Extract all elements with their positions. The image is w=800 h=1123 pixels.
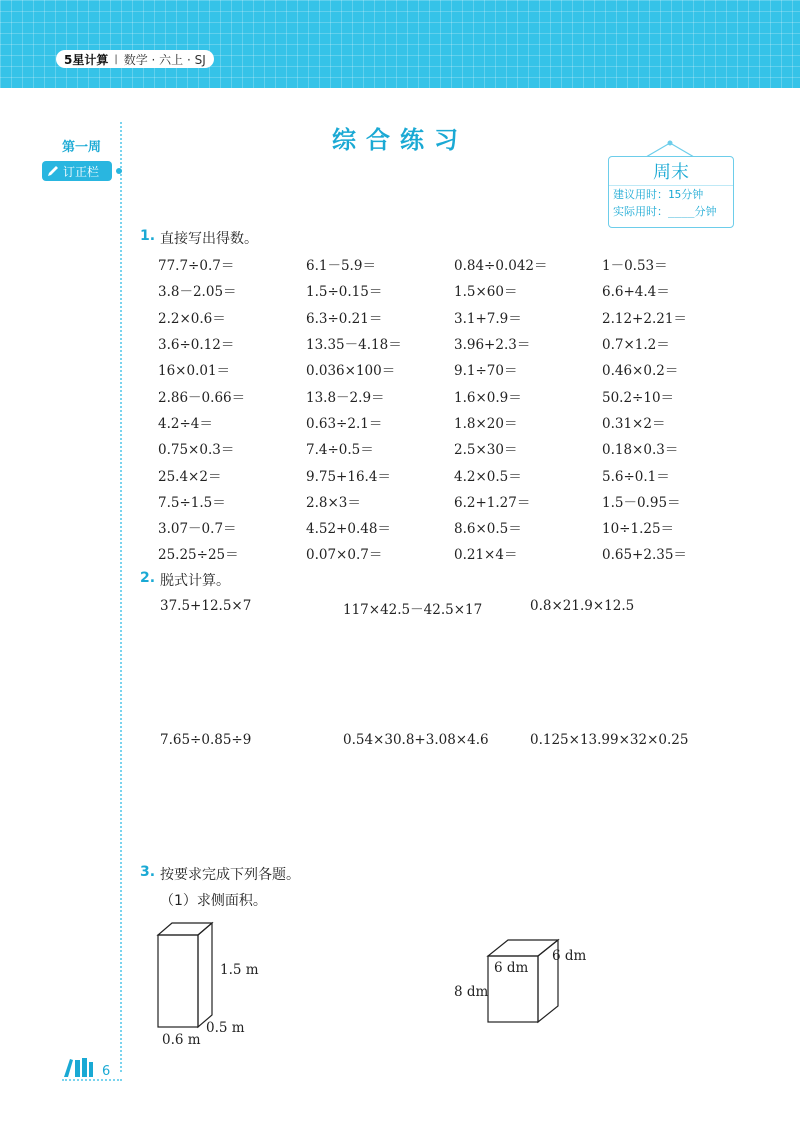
problem-cell: 50.2÷10＝	[602, 389, 675, 406]
prism1-width-label: 0.6 m	[162, 1032, 201, 1048]
q1-prompt: 直接写出得数。	[160, 231, 258, 247]
calc-problem: 7.65÷0.85÷9	[160, 732, 252, 748]
problem-cell: 0.036×100＝	[306, 363, 396, 380]
problem-cell: 0.84÷0.042＝	[454, 258, 548, 275]
problem-cell: 3.8－2.05＝	[158, 284, 237, 301]
time-box-heading: 周末	[609, 157, 733, 186]
table-row	[158, 304, 750, 330]
calc-problem: 0.8×21.9×12.5	[530, 598, 635, 614]
problem-cell: 0.7×1.2＝	[602, 337, 670, 354]
problem-cell: 0.18×0.3＝	[602, 442, 679, 459]
problem-cell: 3.07－0.7＝	[158, 521, 237, 538]
prism1-height-label: 1.5 m	[220, 962, 259, 978]
problem-cell: 6.6+4.4＝	[602, 284, 670, 301]
table-row	[158, 277, 750, 303]
series-name: 5星计算	[64, 52, 109, 67]
table-row	[158, 251, 750, 277]
suggested-time: 建议用时：15分钟	[613, 188, 704, 201]
page-header	[0, 0, 800, 88]
actual-time: 实际用时：____分钟	[613, 205, 717, 218]
prism2-depth-label: 6 dm	[552, 948, 587, 964]
problem-cell: 0.63÷2.1＝	[306, 415, 383, 432]
problem-cell: 3.1+7.9＝	[454, 310, 522, 327]
calc-problem: 117×42.5－42.5×17	[343, 602, 483, 618]
q3-sub1: （1）求侧面积。	[160, 893, 267, 909]
prism2-height-label: 8 dm	[454, 984, 489, 1000]
prism2-width-label: 6 dm	[494, 960, 529, 976]
problem-cell: 4.52+0.48＝	[306, 521, 391, 538]
table-row	[158, 409, 750, 435]
problem-cell: 13.35－4.18＝	[306, 337, 402, 354]
problem-cell: 3.6÷0.12＝	[158, 337, 235, 354]
problem-cell: 0.75×0.3＝	[158, 442, 235, 459]
tag-dot	[116, 168, 122, 174]
table-row	[158, 435, 750, 461]
table-row	[158, 382, 750, 408]
problem-cell: 13.8－2.9＝	[306, 389, 385, 406]
problem-cell: 16×0.01＝	[158, 363, 231, 380]
page-number: 6	[102, 1064, 111, 1079]
page-title: 综合练习	[332, 126, 468, 154]
problem-cell: 1.5×60＝	[454, 284, 518, 301]
q2-prompt: 脱式计算。	[160, 573, 230, 589]
problem-cell: 2.2×0.6＝	[158, 310, 226, 327]
correction-label: 订正栏	[63, 164, 100, 179]
calc-problem: 37.5+12.5×7	[160, 598, 252, 614]
problem-cell: 7.4÷0.5＝	[306, 442, 374, 459]
problem-cell: 0.31×2＝	[602, 415, 666, 432]
q2-number: 2.	[140, 570, 156, 586]
table-row	[158, 461, 750, 487]
pencil-icon	[46, 164, 60, 178]
subject-label: 数学 · 六上 · SJ	[123, 52, 206, 67]
table-row	[158, 330, 750, 356]
problem-cell: 8.6×0.5＝	[454, 521, 522, 538]
q3-number: 3.	[140, 864, 156, 880]
problem-cell: 25.4×2＝	[158, 468, 222, 485]
problem-cell: 77.7÷0.7＝	[158, 258, 235, 275]
problem-cell: 1.5÷0.15＝	[306, 284, 383, 301]
problem-cell: 2.86－0.66＝	[158, 389, 246, 406]
problem-cell: 4.2÷4＝	[158, 415, 213, 432]
footer-divider	[62, 1079, 122, 1081]
problem-cell: 4.2×0.5＝	[454, 468, 522, 485]
problem-cell: 3.96+2.3＝	[454, 337, 531, 354]
problem-cell: 7.5÷1.5＝	[158, 494, 226, 511]
problem-cell: 10÷1.25＝	[602, 521, 675, 538]
table-row	[158, 514, 750, 540]
calc-problem: 0.54×30.8+3.08×4.6	[343, 732, 489, 748]
problem-cell: 1－0.53＝	[602, 258, 668, 275]
table-row	[158, 540, 750, 566]
correction-tag	[42, 161, 112, 181]
problem-cell: 2.5×30＝	[454, 442, 518, 459]
problem-cell: 6.3÷0.21＝	[306, 310, 383, 327]
problem-cell: 9.1÷70＝	[454, 363, 518, 380]
q3-prompt: 按要求完成下列各题。	[160, 867, 300, 883]
week-label: 第一周	[62, 140, 102, 155]
problem-cell: 2.12+2.21＝	[602, 310, 687, 327]
book-info-pill	[56, 50, 214, 68]
prism1-depth-label: 0.5 m	[206, 1020, 245, 1036]
problem-cell: 1.6×0.9＝	[454, 389, 522, 406]
problem-cell: 0.65+2.35＝	[602, 547, 687, 564]
table-row	[158, 488, 750, 514]
problem-cell: 1.5－0.95＝	[602, 494, 681, 511]
margin-divider	[120, 122, 122, 1072]
problem-cell: 0.07×0.7＝	[306, 547, 383, 564]
q1-number: 1.	[140, 228, 156, 244]
problem-cell: 25.25÷25＝	[158, 547, 239, 564]
problem-cell: 0.46×0.2＝	[602, 363, 679, 380]
books-icon	[62, 1056, 98, 1078]
problem-cell: 1.8×20＝	[454, 415, 518, 432]
problem-cell: 6.2+1.27＝	[454, 494, 531, 511]
problem-cell: 2.8×3＝	[306, 494, 361, 511]
problem-cell: 0.21×4＝	[454, 547, 518, 564]
problem-cell: 6.1－5.9＝	[306, 258, 376, 275]
problem-cell: 9.75+16.4＝	[306, 468, 391, 485]
table-row	[158, 356, 750, 382]
time-box	[608, 156, 734, 228]
calc-problem: 0.125×13.99×32×0.25	[530, 732, 689, 748]
q1-grid	[158, 251, 750, 567]
divider-bar: |	[114, 53, 118, 65]
problem-cell: 5.6÷0.1＝	[602, 468, 670, 485]
